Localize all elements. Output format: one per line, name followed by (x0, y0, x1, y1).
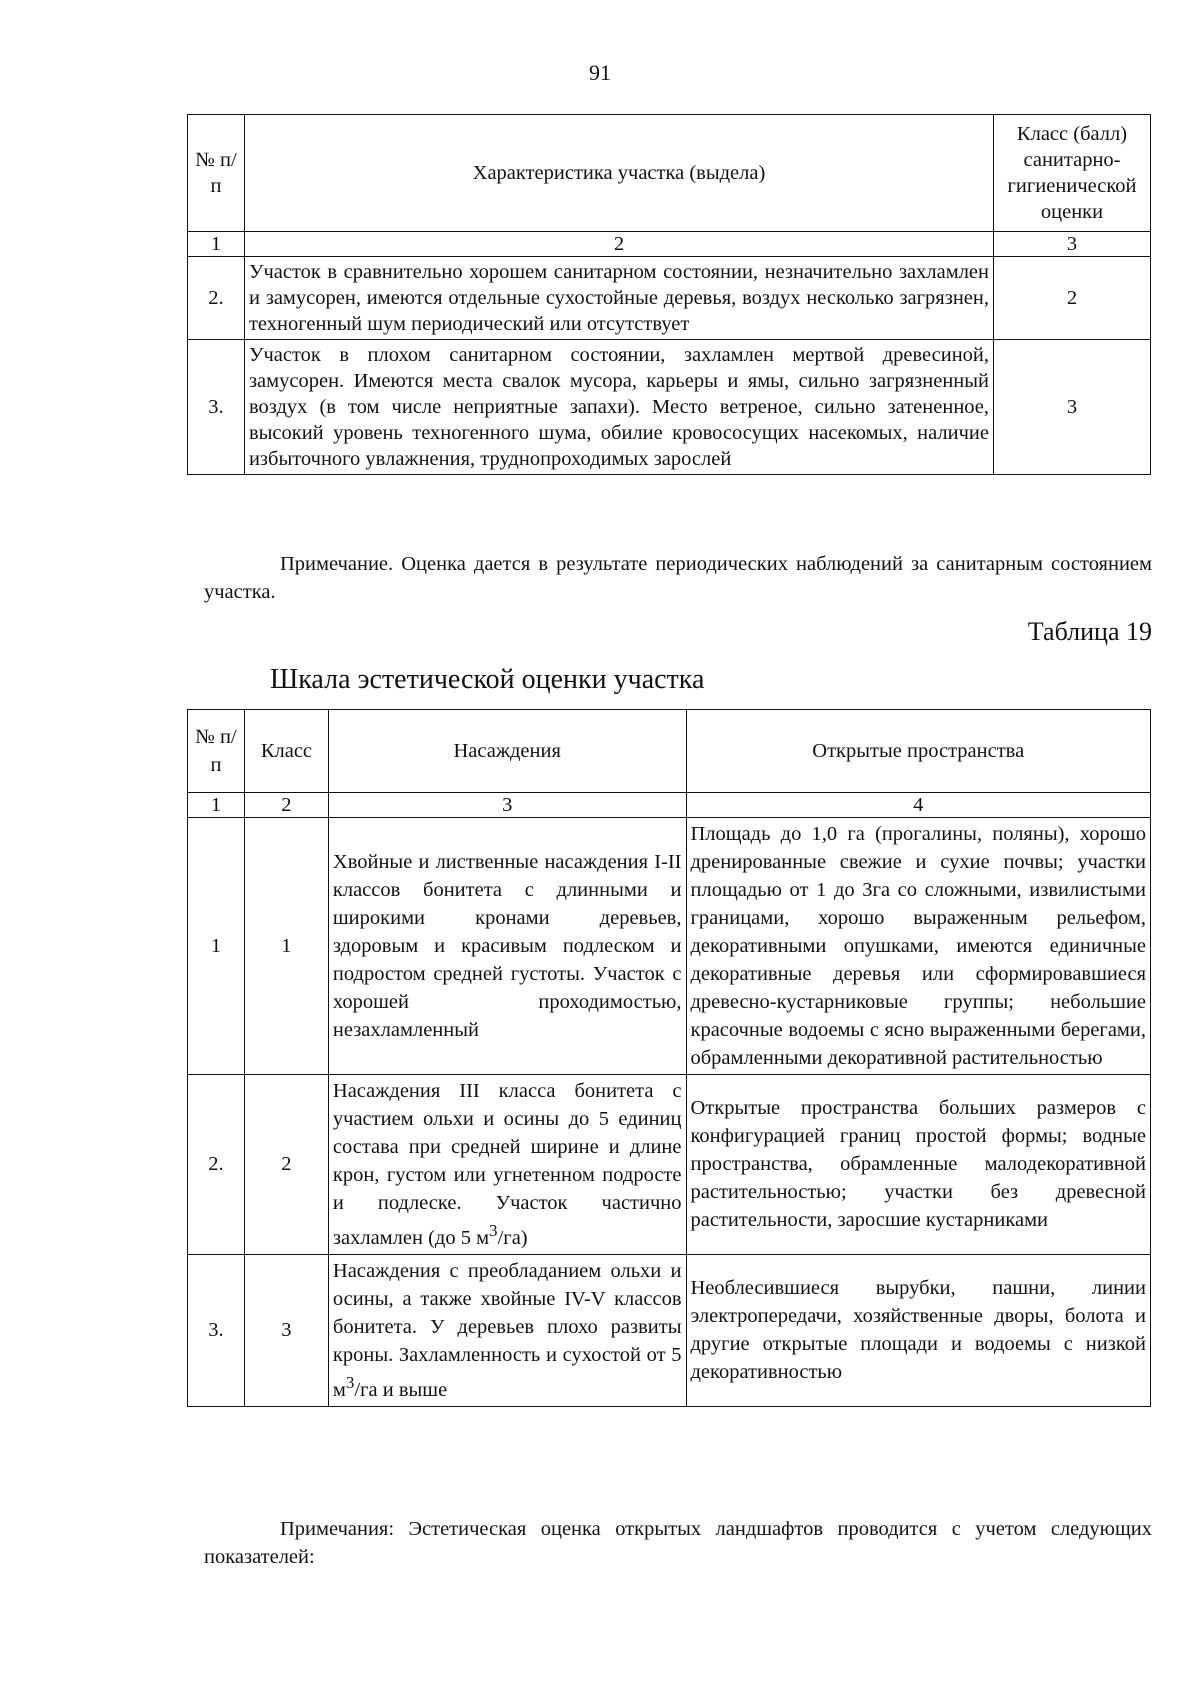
plantings-text-end: /га и выше (354, 1378, 448, 1401)
row-plantings (328, 1075, 686, 1255)
column-number-row (188, 232, 1151, 257)
header-number: № п/п (188, 115, 245, 232)
header-plantings: Насаждения (328, 710, 686, 793)
column-number: 3 (328, 793, 686, 818)
header-characteristic: Характеристика участка (выдела) (244, 115, 993, 232)
row-grade: 3 (994, 340, 1151, 475)
table-label: Таблица 19 (1027, 617, 1152, 646)
header-number: № п/п (188, 710, 245, 793)
column-number: 3 (994, 232, 1151, 257)
row-class: 1 (244, 818, 328, 1075)
superscript: 3 (345, 1372, 355, 1392)
table-row (188, 818, 1151, 1075)
plantings-text-end: /га) (497, 1226, 528, 1249)
row-class: 3 (244, 1254, 328, 1406)
plantings-text: Насаждения III класса бонитета с участием ольхи и осины до 5 единиц состава при средней ширине и длине крон, густом или угнетенном подросте и подлеске. Участок частично захламлен (до 5 м (332, 1080, 682, 1249)
column-number: 2 (244, 793, 328, 818)
row-plantings: Хвойные и лиственные насаждения I-II классов бонитета с длинными и широкими кронами деревьев, здоровым и красивым подлеском и подростом средней густоты. Участок с хорошей проходимостью, незахламленный (328, 818, 686, 1075)
row-number: 2. (188, 1075, 245, 1255)
row-open-spaces: Открытые пространства больших размеров с конфигурацией границ простой формы; водные пространства, обрамленные малодекоративной растительностью; участки без древесной растительности, заросшие кустарниками (686, 1075, 1151, 1255)
table-header-row (188, 710, 1151, 793)
row-grade: 2 (994, 257, 1151, 340)
table-row (188, 340, 1151, 475)
sanitary-assessment-table (187, 114, 1151, 475)
page-number: 91 (589, 60, 611, 85)
row-number: 2. (188, 257, 245, 340)
row-plantings (328, 1254, 686, 1406)
row-description: Участок в плохом санитарном состоянии, захламлен мертвой древесиной, замусорен. Имеются места свалок мусора, карьеры и ямы, сильно загрязненный воздух (в том числе неприятные запахи). Место ветреное, сильно затененное, высокий уровень техногенного шума, обилие кровососущих насекомых, наличие избыточного увлажнения, труднопроходимых зарослей (244, 340, 993, 475)
column-number-row (188, 793, 1151, 818)
row-number: 3. (188, 340, 245, 475)
header-grade: Класс (балл) санитарно-гигиенической оценки (994, 115, 1151, 232)
table-row (188, 1254, 1151, 1406)
superscript: 3 (489, 1221, 498, 1240)
row-description: Участок в сравнительно хорошем санитарном состоянии, незначительно захламлен и замусорен, имеются отдельные сухостойные деревья, воздух несколько загрязнен, техногенный шум периодический или отсутствует (244, 257, 993, 340)
column-number: 1 (188, 232, 245, 257)
header-open-spaces: Открытые пространства (686, 710, 1151, 793)
table-header-row (188, 115, 1151, 232)
table-title: Шкала эстетической оценки участка (270, 664, 705, 695)
table-row (188, 257, 1151, 340)
row-number: 3. (188, 1254, 245, 1406)
row-open-spaces: Необлесившиеся вырубки, пашни, линии электропередачи, хозяйственные дворы, болота и другие открытые площади и водоемы с низкой декоративностью (686, 1254, 1151, 1406)
header-class: Класс (244, 710, 328, 793)
aesthetic-scale-table (187, 709, 1151, 1407)
column-number: 4 (686, 793, 1151, 818)
note-sanitary: Примечание. Оценка дается в результате периодических наблюдений за санитарным состоянием участка. (204, 553, 1152, 603)
column-number: 1 (188, 793, 245, 818)
plantings-text: Насаждения с преобладанием ольхи и осины, а также хвойные IV-V классов бонитета. У деревьев плохо развиты кроны. Захламленность и сухостой от 5 м (332, 1259, 682, 1401)
row-number: 1 (188, 818, 245, 1075)
row-class: 2 (244, 1075, 328, 1255)
note-aesthetic: Примечания: Эстетическая оценка открытых ландшафтов проводится с учетом следующих показателей: (204, 1518, 1152, 1568)
row-open-spaces: Площадь до 1,0 га (прогалины, поляны), хорошо дренированные свежие и сухие почвы; участки площадью от 1 до 3га со сложными, извилистыми границами, хорошо выраженным рельефом, декоративными опушками, имеются единичные декоративные деревья или сформировавшиеся древесно-кустарниковые группы; небольшие красочные водоемы с ясно выраженными берегами, обрамленными декоративной растительностью (686, 818, 1151, 1075)
table-row (188, 1075, 1151, 1255)
column-number: 2 (244, 232, 993, 257)
